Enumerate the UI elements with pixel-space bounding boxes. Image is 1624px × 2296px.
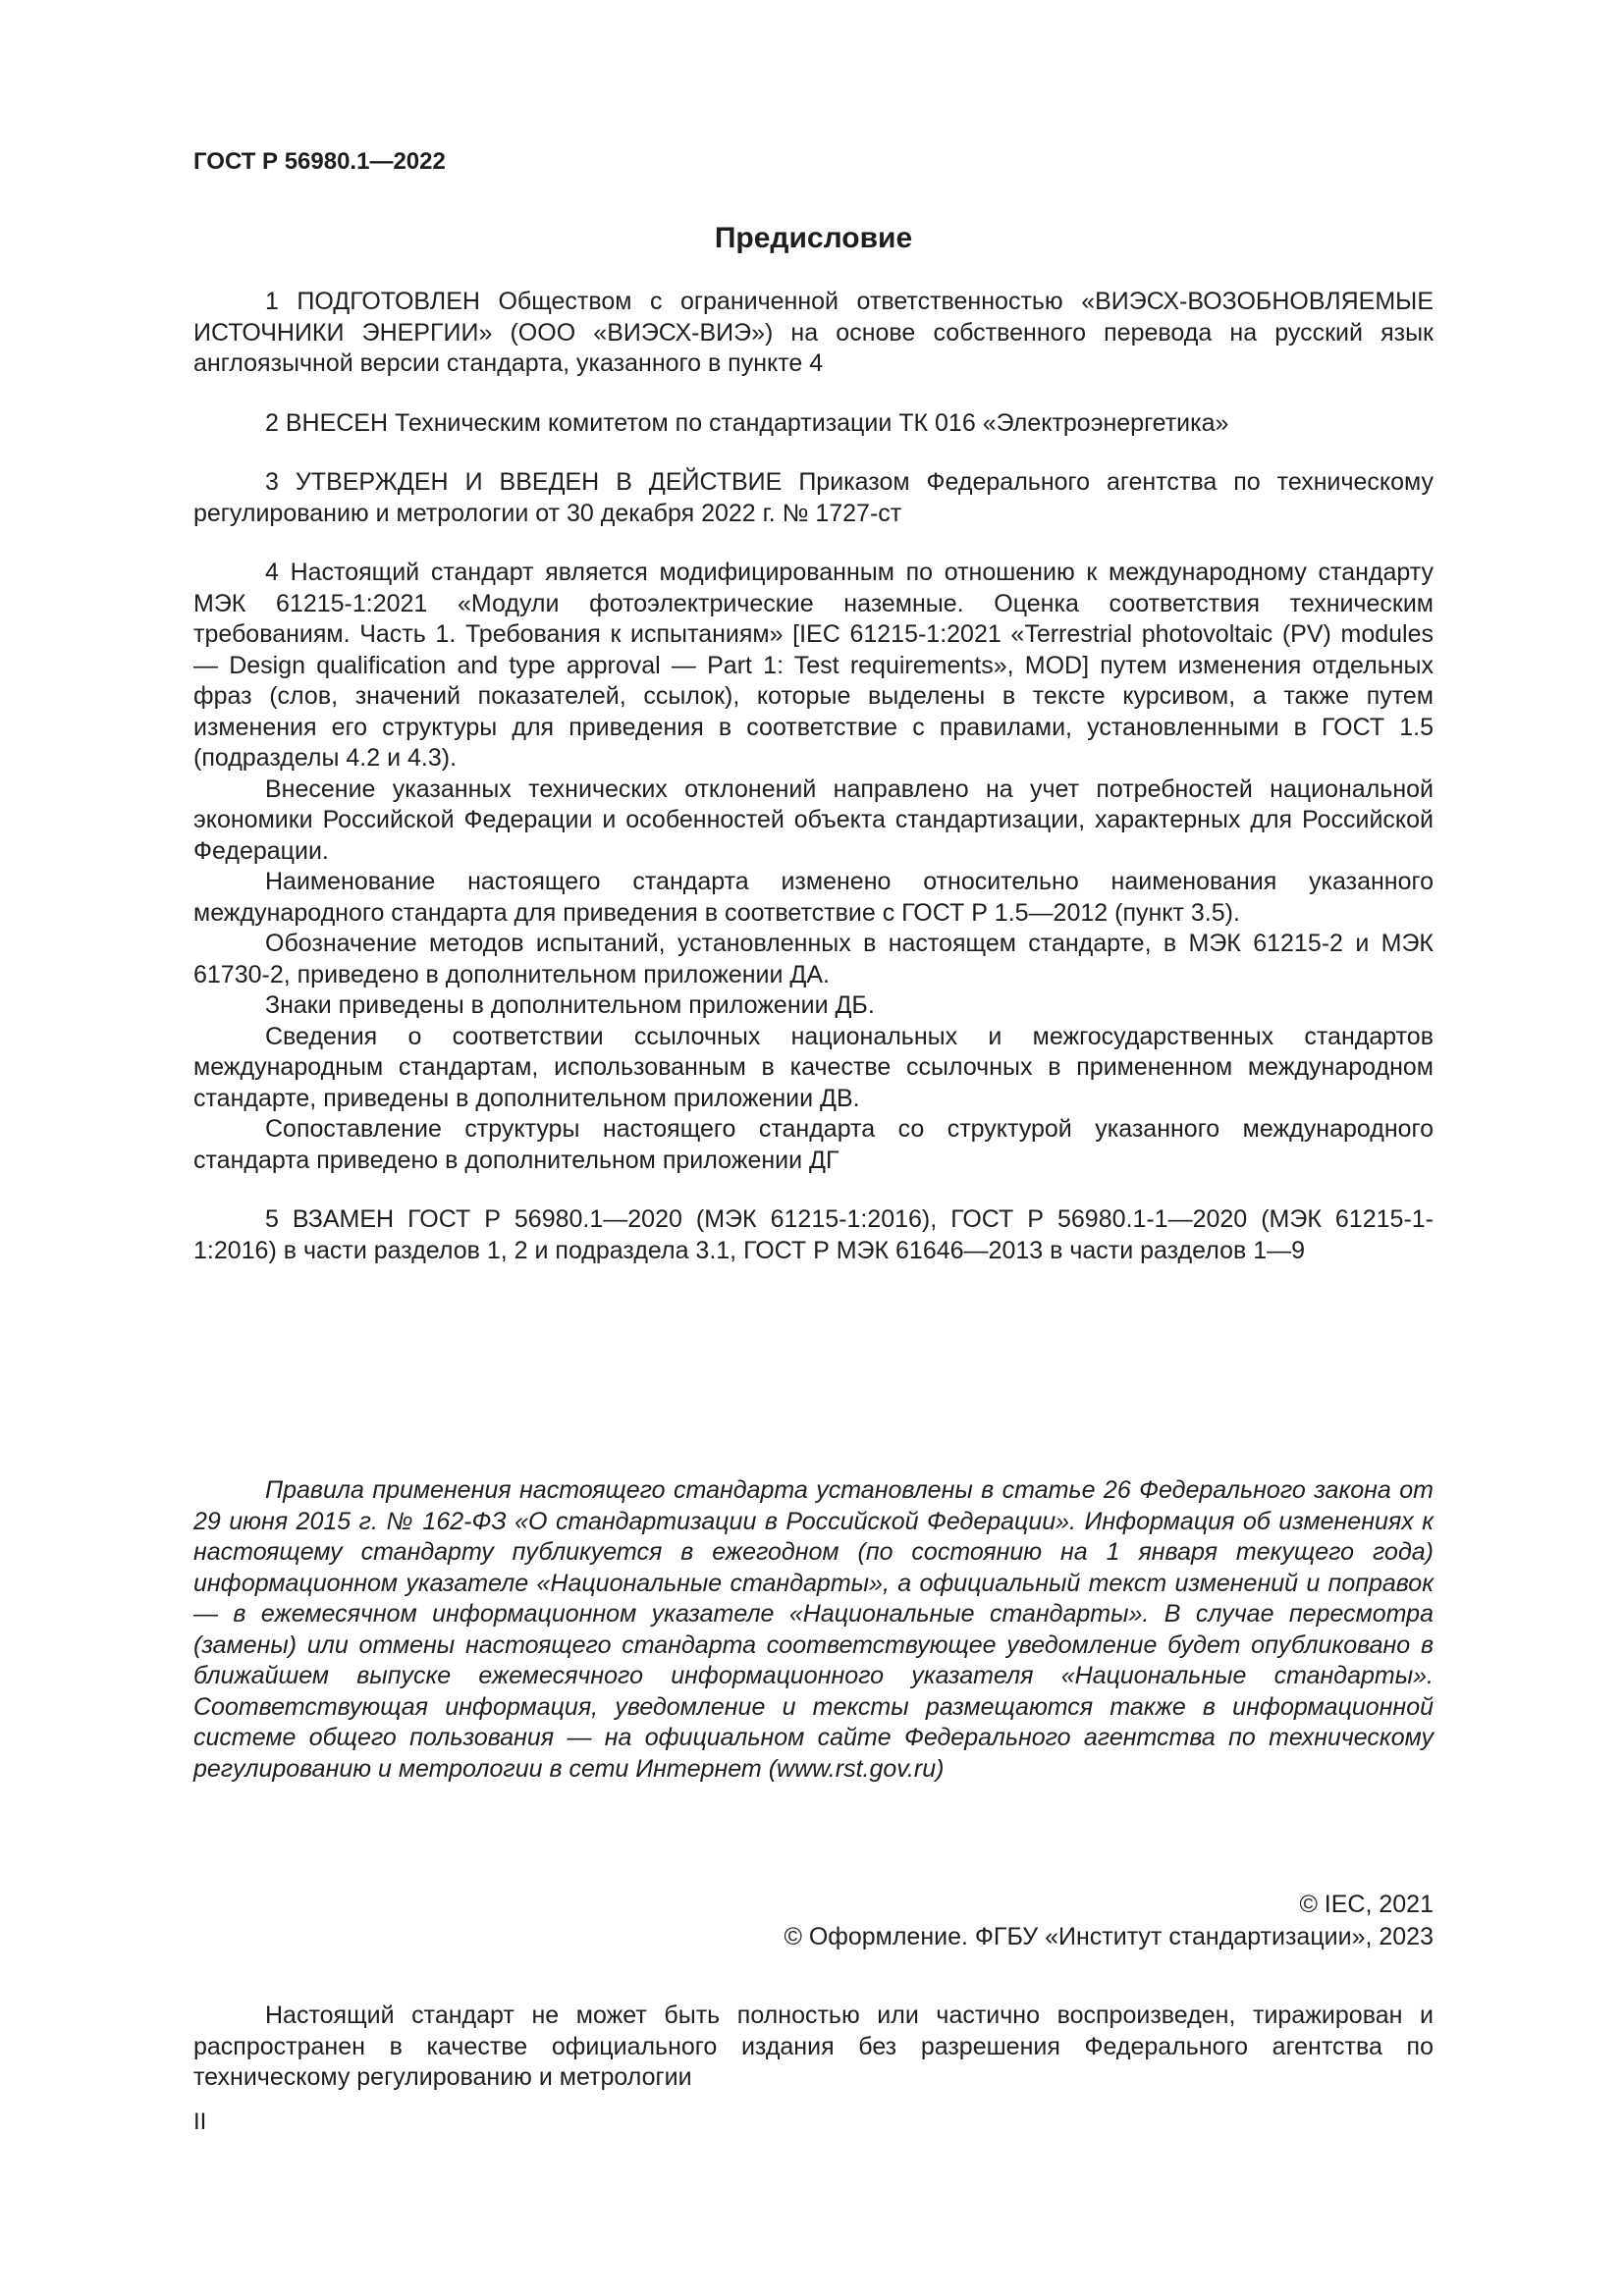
foreword-body bbox=[193, 287, 1434, 1266]
paragraph-modification: 4 Настоящий стандарт является модифицированным по отношению к международному стандарту МЭК 61215-1:2021 «Модули фотоэлектрические наземные. Оценка соответствия техническим требованиям. Часть 1. Требования к испытаниям» [IEC 61215-1:2021 «Terrestrial photovoltaic (PV) modules — Design qualification and type approval — Part 1: Test requirements», MOD] путем изменения отдельных фраз (слов, значений показателей, ссылок), которые выделены в тексте курсивом, а также путем изменения его структуры для приведения в соответствие с правилами, установленными в ГОСТ 1.5 (подразделы 4.2 и 4.3). bbox=[193, 559, 1434, 772]
paragraph-submitted: 2 ВНЕСЕН Техническим комитетом по стандартизации ТК 016 «Электроэнергетика» bbox=[265, 408, 1229, 437]
document-header-id: ГОСТ Р 56980.1—2022 bbox=[193, 148, 446, 175]
rules-of-application bbox=[193, 1475, 1434, 1785]
paragraph-prepared: 1 ПОДГОТОВЛЕН Обществом с ограниченной ответственностью «ВИЭСХ-ВОЗОБНОВЛЯЕМЫЕ ИСТОЧНИКИ ЭНЕРГИИ» (ООО «ВИЭСХ-ВИЭ») на основе собственного перевода на русский язык англоязычной версии стандарта, указанного в пункте 4 bbox=[193, 288, 1434, 377]
paragraph-test-methods: Обозначение методов испытаний, установленных в настоящем стандарте, в МЭК 61215-2 и МЭК 61730-2, приведено в дополнительном приложении ДА. bbox=[193, 930, 1434, 988]
rules-text: Правила применения настоящего стандарта установлены в статье 26 Федерального закона от 29 июня 2015 г. № 162-ФЗ «О стандартизации в Российской Федерации». Информация об изменениях к настоящему стандарту публикуется в ежегодном (по состоянию на 1 января текущего года) информационном указателе «Национальные стандарты», а официальный текст изменений и поправок — в ежемесячном информационном указателе «Национальные стандарты». В случае пересмотра (замены) или отмены настоящего стандарта соответствующее уведомление будет опубликовано в ближайшем выпуске ежемесячного информационного указателя «Национальные стандарты». Соответствующая информация, уведомление и тексты размещаются также в информационной системе общего пользования — на официальном сайте Федерального агентства по техническому регулированию и метрологии в сети Интернет (www.rst.gov.ru) bbox=[193, 1476, 1434, 1783]
copyright-block bbox=[784, 1889, 1434, 1953]
page-number: II bbox=[193, 2109, 207, 2135]
paragraph-deviations: Внесение указанных технических отклонений направлено на учет потребностей национальной экономики Российской Федерации и особенностей объекта стандартизации, характерных для Российской Федерации. bbox=[193, 774, 1434, 865]
paragraph-approved: 3 УТВЕРЖДЕН И ВВЕДЕН В ДЕЙСТВИЕ Приказом Федерального агентства по техническому регулированию и метрологии от 30 декабря 2022 г. № 1727-ст bbox=[193, 468, 1434, 527]
paragraph-references: Сведения о соответствии ссылочных национальных и межгосударственных стандартов международным стандартам, использованным в качестве ссылочных в примененном международном стандарте, приведены в дополнительном приложении ДВ. bbox=[193, 1022, 1434, 1112]
paragraph-name-change: Наименование настоящего стандарта изменено относительно наименования указанного международного стандарта для приведения в соответствие с ГОСТ Р 1.5—2012 (пункт 3.5). bbox=[193, 868, 1434, 927]
paragraph-structure: Сопоставление структуры настоящего стандарта со структурой указанного международного стандарта приведено в дополнительном приложении ДГ bbox=[193, 1115, 1434, 1174]
paragraph-signs: Знаки приведены в дополнительном приложении ДБ. bbox=[265, 991, 875, 1019]
document-page bbox=[193, 0, 1434, 2296]
reproduction-notice bbox=[193, 2001, 1434, 2094]
copyright-institute: © Оформление. ФГБУ «Институт стандартизации», 2023 bbox=[784, 1923, 1434, 1950]
paragraph-replaces: 5 ВЗАМЕН ГОСТ Р 56980.1—2020 (МЭК 61215-1:2016), ГОСТ Р 56980.1-1—2020 (МЭК 61215-1-1:2016) в части разделов 1, 2 и подраздела 3.1, ГОСТ Р МЭК 61646—2013 в части разделов 1—9 bbox=[193, 1205, 1434, 1264]
page-title: Предисловие bbox=[714, 222, 913, 254]
notice-text: Настоящий стандарт не может быть полностью или частично воспроизведен, тиражирован и распространен в качестве официального издания без разрешения Федерального агентства по техническому регулированию и метрологии bbox=[193, 2002, 1434, 2091]
copyright-iec: © IEC, 2021 bbox=[1299, 1891, 1434, 1918]
